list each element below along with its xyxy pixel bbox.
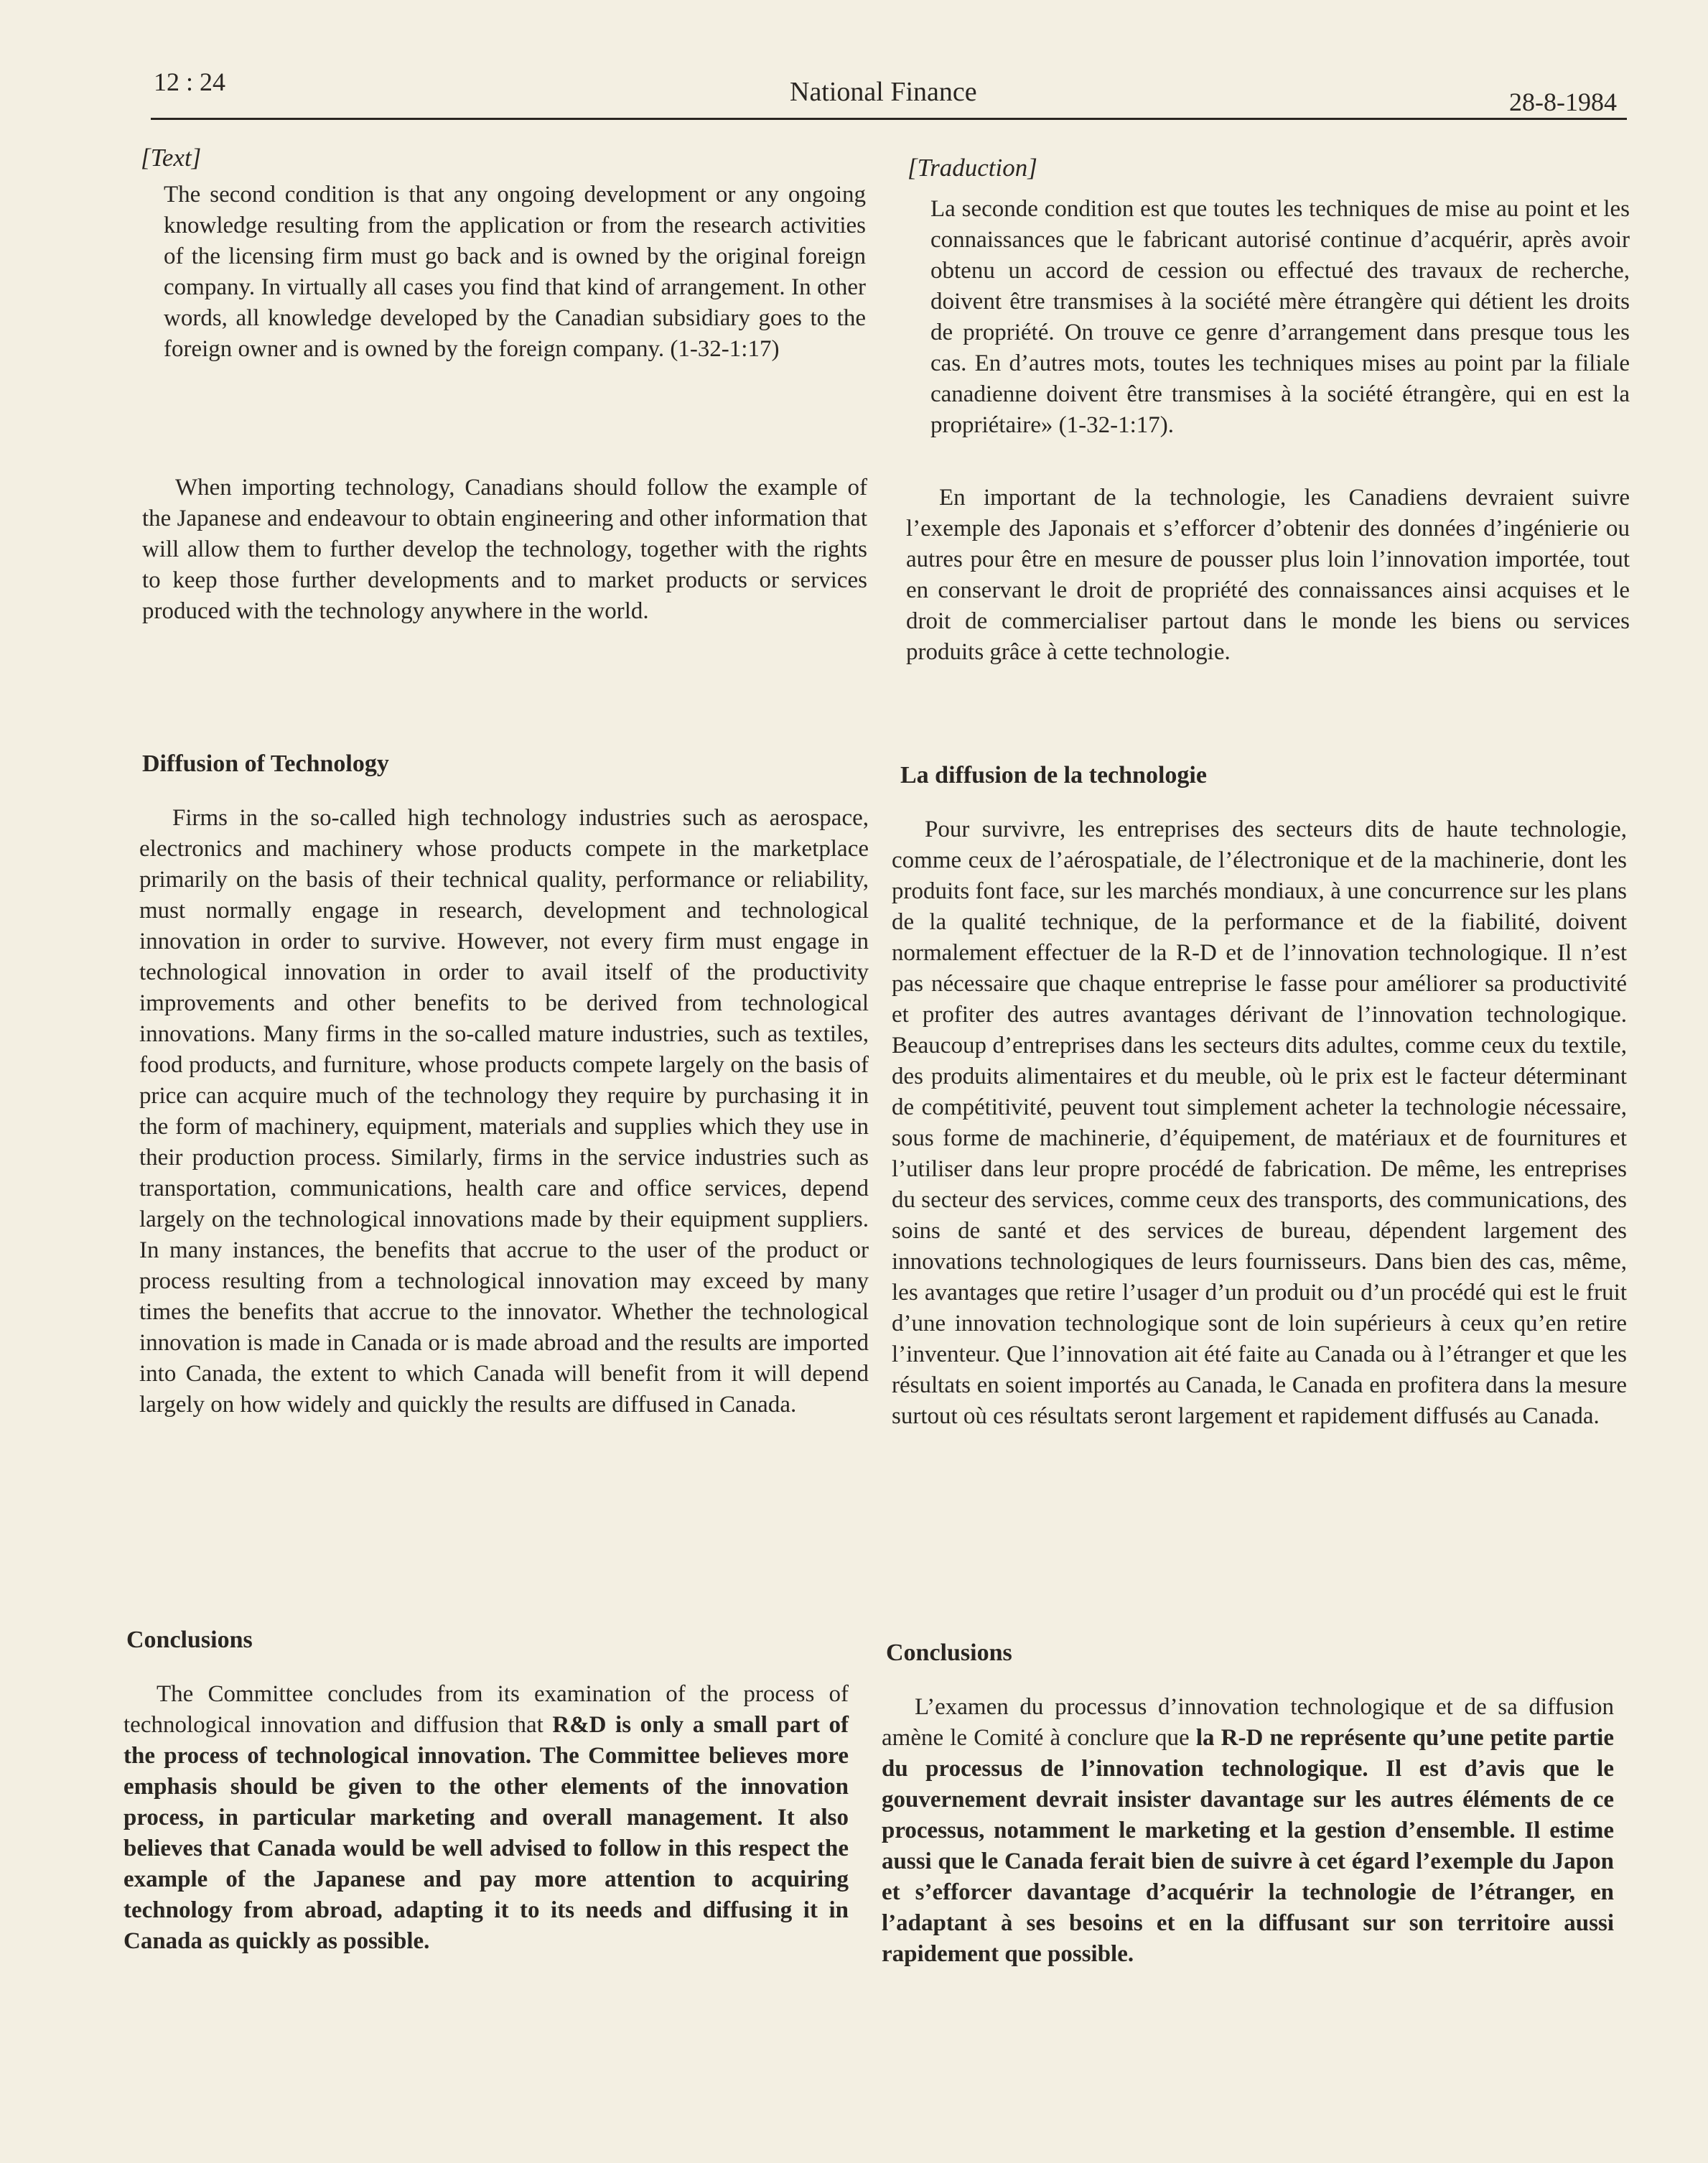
conclusion-intro: L’examen du processus d’innovation technologique et de sa diffusion amène le Comité à conclure que [882, 1694, 1614, 1751]
french-paragraph-diffusion [892, 814, 1627, 1432]
paragraph-text: La seconde condition est que toutes les techniques de mise au point et les connaissances que le fabricant autorisé continue d’acquérir, après avoir obtenu un accord de cession ou effectué des travaux de recherche, doivent être transmises à la société mère étrangère qui détient les droits de propriété. On trouve ce genre d’arrangement dans presque tous les cas. En d’autres mots, toutes les techniques mises au point par la filiale canadienne doivent être transmises à la société étrangère, qui en est la propriétaire» (1-32-1:17). [930, 196, 1630, 438]
french-heading-conclusions: Conclusions [886, 1639, 1012, 1666]
paragraph-text: Pour survivre, les entreprises des secteurs dits de haute technologie, comme ceux de l’aérospatiale, de l’électronique et de la machinerie, dont les produits font face, sur les marchés mondiaux, à une concurrence sur les plans de la qualité technique, de la performance et de la fiabilité, doivent normalement effectuer de la R-D et de l’innovation technologique. Il n’est pas nécessaire que chaque entreprise le fasse pour améliorer sa productivité et profiter des autres avantages dérivant de l’innovation technologique. Beaucoup d’entreprises dans les secteurs dits adultes, comme ceux du textile, des produits alimentaires et du meuble, où le prix est le facteur déterminant de compétitivité, peuvent tout simplement acheter la technologie nécessaire, sous forme de machinerie, d’équipement, de matériaux et de fournitures et l’utiliser dans leur propre procédé de fabrication. De même, les entreprises du secteur des services, comme ceux des transports, des communications, des soins de santé et des services de bureau, dépendent largement des innovations technologiques de leurs fournisseurs. Dans bien des cas, même, les avantages que retire l’usager d’un produit ou d’un procédé qui est le fruit d’une innovation technologique sont de loin supérieurs à ceux qu’en retire l’inventeur. Que l’innovation ait été faite au Canada ou à l’étranger et que les résultats en soient importés au Canada, le Canada en profitera dans la mesure surtout où ces résultats seront largement et rapidement diffusés au Canada. [892, 817, 1627, 1429]
english-label: [Text] [141, 144, 202, 172]
paragraph-text: Firms in the so-called high technology industries such as aerospace, electronics and machinery whose products compete in the marketplace primarily on the basis of their technical quality, performance or reliability, must normally engage in research, development and technological innovation in order to survive. However, not every firm must engage in technological innovation in order to avail itself of the productivity improvements and other benefits to be derived from technological innovations. Many firms in the so-called mature industries, such as textiles, food products, and furniture, whose products compete largely on the basis of price can acquire much of the technology they require by purchasing it in the form of machinery, equipment, materials and supplies which they use in their production process. Similarly, firms in the service industries such as transportation, communications, health care and office services, depend largely on the technological innovations made by their equipment suppliers. In many instances, the benefits that accrue to the user of the product or process resulting from a technological innovation may exceed by many times the benefits that accrue to the innovator. Whether the technological innovation is made in Canada or is made abroad and the results are imported into Canada, the extent to which Canada will benefit from it will depend largely on how widely and quickly the results are diffused in Canada. [139, 805, 869, 1418]
english-quote-paragraph [141, 180, 866, 365]
page-number: 12 : 24 [154, 68, 226, 96]
running-title: National Finance [790, 77, 977, 107]
conclusion-recommendation: R&D is only a small part of the process of technological innovation. The Committee believes more emphasis should be given to the other elements of the innovation process, in particular marketing and overall management. It also believes that Canada would be well advised to follow in this respect the example of the Japanese and pay more attention to acquiring technology from abroad, adapting it to its needs and diffusing it in Canada as quickly as possible. [123, 1712, 849, 1954]
french-quote-paragraph [907, 194, 1630, 441]
french-paragraph-conclusions [882, 1692, 1614, 1970]
paragraph-text: The second condition is that any ongoing development or any ongoing knowledge resulting from the application or from the research activities of the licensing firm must go back and is owned by the original foreign company. In virtually all cases you find that kind of arrangement. In other words, all knowledge developed by the Canadian subsidiary goes to the foreign owner and is owned by the foreign company. (1-32-1:17) [164, 182, 866, 362]
header-date: 28-8-1984 [1509, 88, 1617, 116]
english-paragraph-importing [142, 473, 867, 627]
paragraph-text: When importing technology, Canadians should follow the example of the Japanese and endeavour to obtain engineering and other information that will allow them to further develop the technology, together with the rights to keep those further developments and to market products or services produced with the technology anywhere in the world. [142, 475, 867, 624]
french-heading-diffusion: La diffusion de la technologie [900, 762, 1207, 789]
french-label: [Traduction] [907, 154, 1037, 182]
paragraph-text [882, 1692, 1614, 1970]
english-heading-conclusions: Conclusions [126, 1627, 253, 1653]
french-paragraph-importing [906, 483, 1630, 668]
conclusion-recommendation: la R-D ne représente qu’une petite partie du processus de l’innovation technologique. Il est d’avis que le gouvernement devrait insister davantage sur les autres éléments de ce processus, notamment le marketing et la gestion d’ensemble. Il estime aussi que le Canada ferait bien de suivre à cet égard l’exemple du Japon et s’efforcer davantage d’acquérir la technologie de l’étranger, en l’adaptant à ses besoins et en la diffusant sur son territoire aussi rapidement que possible. [882, 1725, 1614, 1967]
paragraph-text: En important de la technologie, les Canadiens devraient suivre l’exemple des Japonais et s’efforcer d’obtenir des données d’ingénierie ou autres pour être en mesure de pousser plus loin l’innovation importée, tout en conservant le droit de propriété des connaissances ainsi acquises et le droit de commercialiser partout dans le monde les biens ou services produits grâce à cette technologie. [906, 485, 1630, 665]
paragraph-text [123, 1679, 849, 1957]
english-paragraph-diffusion [139, 803, 869, 1420]
english-paragraph-conclusions [123, 1679, 849, 1957]
header-rule [151, 118, 1627, 120]
conclusion-intro: The Committee concludes from its examination of the process of technological innovation and diffusion that [123, 1681, 849, 1738]
english-heading-diffusion: Diffusion of Technology [142, 750, 389, 777]
